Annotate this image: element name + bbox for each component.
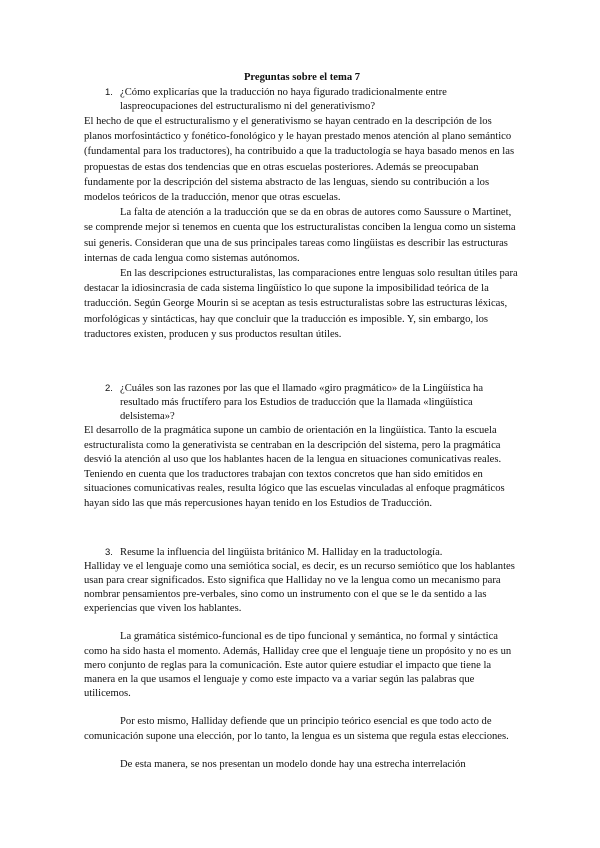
answer-paragraph: Por esto mismo, Halliday defiende que un principio teórico esencial es que todo acto de comunicación supone una elección, por lo tanto, la lengua es un sistema que regula estas elecciones. bbox=[84, 716, 509, 742]
answer-paragraph: En las descripciones estructuralistas, las comparaciones entre lenguas solo resultan útiles para destacar la idiosincrasia de cada sistema lingüístico lo que supone la imposibilidad teórica de la traducción. Según George Mourin si se aceptan as tesis estructuralistas sobre las estructuras léxicas, morfológicas y sintácticas, hay que concluir que la traducción es imposible. Y, sin embargo, los traductores existen, producen y sus productos resultan útiles. bbox=[84, 268, 518, 340]
spacer bbox=[84, 512, 520, 546]
question-text: Resume la influencia del lingüista británico M. Halliday en la traductología. bbox=[120, 546, 443, 558]
question-text: ¿Cuáles son las razones por las que el llamado «giro pragmático» de la Lingüística ha resultado más fructífero para los Estudios de traducción que la llamada «lingüística delsistema»? bbox=[120, 383, 484, 423]
page-title: Preguntas sobre el tema 7 bbox=[243, 72, 361, 83]
question-number: 1. bbox=[105, 87, 113, 98]
question-1 bbox=[84, 86, 520, 114]
question-3 bbox=[84, 546, 520, 560]
question-2 bbox=[84, 382, 520, 424]
spacer bbox=[84, 744, 520, 758]
document-page bbox=[84, 71, 520, 772]
question-number: 2. bbox=[105, 383, 113, 395]
answer-paragraph: De esta manera, se nos presentan un modelo donde hay una estrecha interrelación bbox=[120, 758, 466, 770]
spacer bbox=[84, 342, 520, 382]
answer-paragraph: Halliday ve el lenguaje como una semiótica social, es decir, es un recurso semiótico que los hablantes usan para crear significados. Esto significa que Halliday no ve la lengua como un mecanismo para nombrar pensamientos pre-verbales, sino como un instrumento con el que se le da sentido a las experiencias que viven los hablantes. bbox=[84, 560, 515, 615]
section-3 bbox=[84, 546, 520, 772]
question-text: ¿Cómo explicarías que la traducción no haya figurado tradicionalmente entre laspreocupaciones del estructuralismo ni del generativismo? bbox=[120, 87, 447, 112]
answer-paragraph: La gramática sistémico-funcional es de tipo funcional y semántica, no formal y sintáctica como ha sido hasta el momento. Además, Halliday cree que el lenguaje tiene un propósito y no es un mero conjunto de reglas para la comunicación. Este autor quiere estudiar el impacto que tiene la manera en la que usamos el lenguaje y como este impacto va a variar según las palabras que utilicemos. bbox=[84, 631, 512, 700]
answer-paragraph: El hecho de que el estructuralismo y el generativismo se hayan centrado en la descripción de los planos morfosintáctico y fonético-fonológico y le hayan prestado menos atención al plano semántico (fundamental para los traductores), ha contribuido a que la traductología se haya basado menos en las propuestas de estas dos tendencias que en otras escuelas posteriores. Además se preocupaban fundamente por la descripción del sistema abstracto de las lenguas, siendo su contribución a los modelos teóricos de la traducción, menor que otras escuelas. bbox=[84, 116, 515, 204]
answer-paragraph: La falta de atención a la traducción que se da en obras de autores como Saussure o Martinet, se comprende mejor si tenemos en cuenta que los estructuralistas conciben la lengua como un sistema sui generis. Consideran que una de sus principales tareas como lingüistas es describir las estructuras internas de cada lengua como sistemas autónomos. bbox=[84, 207, 516, 264]
spacer bbox=[84, 616, 520, 630]
answer-paragraph: El desarrollo de la pragmática supone un cambio de orientación en la lingüística. Tanto la escuela estructuralista como la generativista se centraban en la descripción del sistema, pero la pragmática desvió la atención al uso que los hablantes hacen de la lengua en situaciones comunicativas reales. Teniendo en cuenta que los traductores trabajan con textos concretos que han sido emitidos en situaciones comunicativas reales, resulta lógico que las escuelas vinculadas al enfoque pragmáticos hayan sido las que más repercusiones hayan tenido en los Estudios de Traducción. bbox=[84, 425, 505, 510]
question-number: 3. bbox=[105, 546, 113, 558]
spacer bbox=[84, 701, 520, 715]
